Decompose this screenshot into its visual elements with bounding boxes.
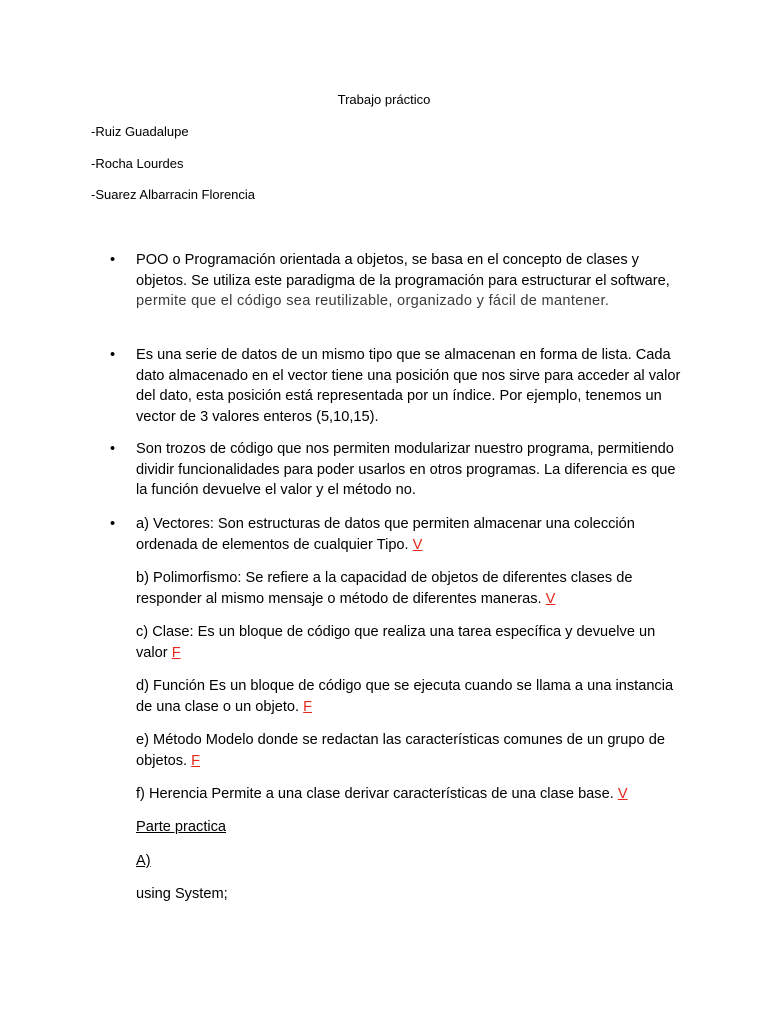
code-line: using System;	[136, 886, 228, 902]
question-text: b) Polimorfismo: Se refiere a la capacidad de objetos de diferentes clases de responder al mismo mensaje o método de diferentes maneras.	[136, 570, 633, 607]
author-line: -Ruiz Guadalupe	[91, 124, 189, 139]
question-d	[136, 676, 686, 717]
answer-mark: V	[545, 590, 556, 607]
paragraph-poo	[136, 250, 686, 312]
question-c	[136, 622, 686, 663]
question-text: f) Herencia Permite a una clase derivar características de una clase base.	[136, 786, 618, 802]
question-f	[136, 784, 686, 805]
question-text: e) Método Modelo donde se redactan las características comunes de un grupo de objetos.	[136, 732, 665, 769]
poo-text-gray: permite que el código sea reutilizable, organizado y fácil de mantener.	[136, 293, 610, 310]
question-text: d) Función Es un bloque de código que se ejecuta cuando se llama a una instancia de una clase o un objeto.	[136, 678, 674, 715]
author-line: -Rocha Lourdes	[91, 156, 184, 171]
bullet-marker: •	[110, 252, 116, 268]
answer-mark: F	[171, 644, 181, 661]
answer-mark: F	[191, 752, 201, 769]
section-heading	[136, 817, 686, 838]
paragraph-vector: Es una serie de datos de un mismo tipo que se almacenan en forma de lista. Cada dato almacenado en el vector tiene una posición que nos sirve para acceder al valor del dato, esta posición está representada por un índice. Por ejemplo, tenemos un vector de 3 valores enteros (5,10,15).	[136, 347, 681, 425]
question-text: a) Vectores: Son estructuras de datos que permiten almacenar una colección ordenada de elementos de cualquier Tipo.	[136, 516, 635, 553]
bullet-marker: •	[110, 441, 116, 457]
section-a-label	[136, 851, 686, 872]
answer-mark: V	[617, 786, 628, 802]
question-text: c) Clase: Es un bloque de código que realiza una tarea específica y devuelve un valor	[136, 624, 656, 661]
question-e	[136, 730, 686, 771]
answer-mark: V	[412, 536, 423, 553]
author-line: -Suarez Albarracin Florencia	[91, 187, 256, 202]
poo-text: POO o Programación orientada a objetos, se basa en el concepto de clases y objetos. Se utiliza este paradigma de la programación para estructurar el software,	[136, 252, 670, 289]
question-b	[136, 568, 686, 609]
answer-mark: F	[303, 698, 313, 715]
bullet-marker: •	[110, 347, 116, 363]
section-a-text: A)	[136, 853, 151, 869]
parte-practica-heading: Parte practica	[136, 819, 227, 835]
question-a	[136, 514, 686, 555]
document-title: Trabajo práctico	[337, 92, 431, 107]
paragraph-funciones: Son trozos de código que nos permiten modularizar nuestro programa, permitiendo dividir funcionalidades para poder usarlos en otros programas. La diferencia es que la función devuelve el valor y el método no.	[136, 441, 676, 499]
bullet-marker: •	[110, 516, 116, 532]
